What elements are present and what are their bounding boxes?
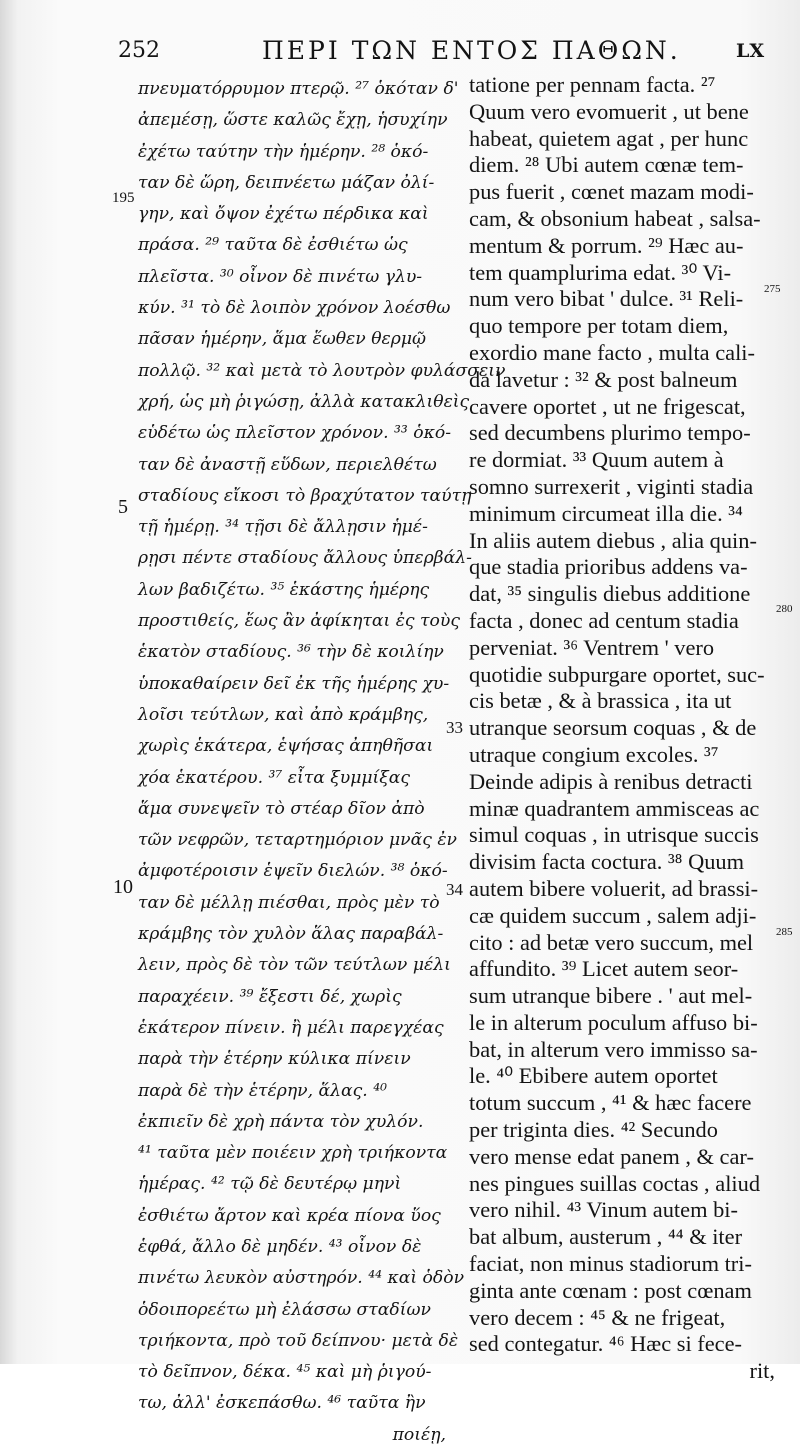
latin-text-line: sum utranque bibere . ' aut mel- bbox=[469, 983, 753, 1009]
greek-text-line: ταν δὲ ὥρη, δειπνέετω μάζαν ὀλί- bbox=[138, 172, 435, 193]
greek-text-line: πᾶσαν ἡμέρην, ἅμα ἕωθεν θερμῷ bbox=[138, 329, 427, 350]
margin-line-number: 5 bbox=[118, 496, 128, 518]
greek-text-line: ταν δὲ ἀναστῇ εὕδων, περιελθέτω bbox=[138, 454, 437, 475]
latin-text-line: pus fuerit , cœnet mazam modi- bbox=[469, 179, 754, 205]
latin-text-line: habeat, quietem agat , per hunc bbox=[469, 125, 749, 151]
page-header bbox=[0, 28, 800, 68]
latin-text-line: le. ⁴⁰ Ebibere autem oportet bbox=[469, 1063, 718, 1089]
latin-text-line: affundito. ³⁹ Licet autem seor- bbox=[469, 956, 739, 982]
greek-text-line: εὑδέτω ὡς πλεῖστον χρόνον. ³³ ὁκό- bbox=[138, 423, 452, 444]
greek-text-line: ἐκπιεῖν δὲ χρὴ πάντα τὸν χυλόν. bbox=[138, 1111, 424, 1132]
greek-text-line: πράσα. ²⁹ ταῦτα δὲ ἐσθιέτω ὡς bbox=[138, 235, 408, 256]
latin-text-line: re dormiat. ³³ Quum autem à bbox=[469, 447, 724, 473]
latin-text-line: cæ quidem succum , salem adji- bbox=[469, 902, 757, 928]
greek-text-line: ὑποκαθαίρειν δεῖ ἐκ τῆς ἡμέρης χυ- bbox=[138, 673, 450, 694]
latin-text-line: In aliis autem diebus , alia quin- bbox=[469, 527, 757, 553]
latin-text-line: totum succum , ⁴¹ & hæc facere bbox=[469, 1090, 752, 1116]
greek-text-line: λειν, πρὸς δὲ τὸν τῶν τεύτλων μέλι bbox=[138, 955, 451, 976]
gutter-verse-number: 34 bbox=[446, 880, 463, 899]
latin-text-line: diem. ²⁸ Ubi autem cœnæ tem- bbox=[469, 152, 744, 178]
latin-text-line: nes pingues suillas coctas , aliud bbox=[469, 1170, 761, 1196]
latin-text-line: simul coquas , in utrisque succis bbox=[469, 822, 759, 848]
latin-text-line: cam, & obsonium habeat , salsa- bbox=[469, 205, 761, 231]
signature-mark: LX bbox=[736, 40, 765, 62]
latin-text-line: utraque congium excoles. ³⁷ bbox=[469, 741, 719, 767]
page-number: 252 bbox=[118, 38, 160, 63]
latin-text-line: num vero bibat ' dulce. ³¹ Reli- bbox=[469, 286, 744, 312]
latin-text-line: minimum circumeat illa die. ³⁴ bbox=[469, 500, 743, 526]
latin-text-line: exordio mane facto , multa cali- bbox=[469, 339, 755, 365]
greek-text-line: ἅμα συνεψεῖν τὸ στέαρ δῖον ἀπὸ bbox=[138, 798, 425, 819]
margin-reference-number: 275 bbox=[764, 283, 781, 295]
greek-text-line: παρὰ δὲ τὴν ἑτέρην, ἅλας. ⁴⁰ bbox=[138, 1080, 388, 1101]
latin-text-line: da lavetur : ³² & post balneum bbox=[469, 366, 738, 392]
latin-text-line: quotidie subpurgare oportet, suc- bbox=[469, 661, 765, 687]
greek-text-line: ἀμφοτέροισιν ἑψεῖν διελών. ³⁸ ὁκό- bbox=[138, 861, 448, 882]
latin-text-line: tatione per pennam facta. ²⁷ bbox=[469, 72, 716, 97]
greek-text-line: ἀπεμέσῃ, ὥστε καλῶς ἔχῃ, ἡσυχίην bbox=[138, 110, 448, 131]
greek-text-line: ἑκατὸν σταδίους. ³⁶ τὴν δὲ κοιλίην bbox=[138, 642, 444, 663]
greek-text-line: ⁴¹ ταῦτα μὲν ποιέειν χρὴ τριήκοντα bbox=[138, 1143, 448, 1164]
latin-text-line: le in alterum poculum affuso bi- bbox=[469, 1009, 758, 1035]
greek-text-line: ἐχέτω ταύτην τὴν ἡμέρην. ²⁸ ὁκό- bbox=[138, 141, 429, 162]
greek-text-line: χρή, ὡς μὴ ῥιγώσῃ, ἀλλὰ κατακλιθεὶς bbox=[138, 391, 470, 412]
greek-text-line: λοῖσι τεύτλων, καὶ ἀπὸ κράμβης, bbox=[138, 704, 429, 725]
latin-text-line: somno surrexerit , viginti stadia bbox=[469, 473, 754, 499]
latin-text-line: perveniat. ³⁶ Ventrem ' vero bbox=[469, 634, 715, 660]
latin-text-line: cavere oportet , ut ne frigescat, bbox=[469, 393, 746, 419]
greek-text-line: τὸ δεῖπνον, δέκα. ⁴⁵ καὶ μὴ ῥιγού- bbox=[138, 1362, 432, 1383]
latin-text-line: mentum & porrum. ²⁹ Hæc au- bbox=[469, 232, 744, 258]
latin-text-line: minæ quadrantem ammisceas ac bbox=[469, 795, 760, 821]
greek-text-line: πνευματόρρυμον πτερῷ. ²⁷ ὁκόταν δ' bbox=[138, 79, 459, 99]
latin-text-line: Quum vero evomuerit , ut bene bbox=[469, 98, 749, 124]
greek-text-line: τῶν νεφρῶν, τεταρτημόριον μνᾶς ἐν bbox=[138, 830, 458, 851]
greek-text-line: ταν δὲ μέλλῃ πιέσθαι, πρὸς μὲν τὸ bbox=[138, 892, 440, 913]
latin-text-line: autem bibere voluerit, ad brassi- bbox=[469, 875, 759, 901]
greek-text-line: σταδίους εἴκοσι τὸ βραχύτατον ταύτῃ bbox=[138, 485, 472, 506]
greek-text-line: τῇ ἡμέρῃ. ³⁴ τῇσι δὲ ἄλλῃσιν ἡμέ- bbox=[138, 517, 428, 538]
latin-text-line: vero mense edat panem , & car- bbox=[469, 1143, 754, 1169]
greek-text-line: ἐσθιέτω ἄρτον καὶ κρέα πίονα ὕος bbox=[138, 1205, 441, 1226]
greek-text-line: χόα ἑκατέρου. ³⁷ εἶτα ξυμμίξας bbox=[138, 767, 410, 788]
greek-text-line: κύν. ³¹ τὸ δὲ λοιπὸν χρόνον λοέσθω bbox=[138, 298, 451, 319]
latin-text-line: bat album, austerum , ⁴⁴ & iter bbox=[469, 1224, 743, 1250]
latin-text-line: vero nihil. ⁴³ Vinum autem bi- bbox=[469, 1197, 738, 1223]
greek-text-line: παραχέειν. ³⁹ ἔξεστι δέ, χωρὶς bbox=[138, 986, 402, 1007]
margin-reference-number: 285 bbox=[776, 926, 793, 938]
greek-text-line: ἑφθά, ἄλλο δὲ μηδέν. ⁴³ οἶνον δὲ bbox=[138, 1236, 422, 1257]
latin-text-column bbox=[469, 72, 775, 1385]
margin-line-number: 10 bbox=[113, 876, 133, 898]
greek-text-line: ἑκάτερον πίνειν. ἢ μέλι παρεγχέας bbox=[138, 1017, 444, 1038]
greek-text-line: ἡμέρας. ⁴² τῷ δὲ δευτέρῳ μηνὶ bbox=[138, 1174, 402, 1195]
gutter-verse-number: 33 bbox=[446, 718, 463, 737]
greek-text-line: πλεῖστα. ³⁰ οἶνον δὲ πινέτω γλυ- bbox=[138, 266, 423, 287]
greek-text-line: πολλῷ. ³² καὶ μετὰ τὸ λουτρὸν φυλάσσειν bbox=[138, 360, 506, 381]
latin-text-line: ginta ante cœnam : post cœnam bbox=[469, 1277, 752, 1303]
latin-text-line: rit, bbox=[749, 1358, 775, 1384]
latin-text-line: vero decem : ⁴⁵ & ne frigeat, bbox=[469, 1304, 726, 1330]
latin-text-line: quo tempore per totam diem, bbox=[469, 313, 729, 339]
latin-text-line: sed decumbens plurimo tempo- bbox=[469, 420, 751, 446]
latin-text-line: cis betæ , & à brassica , ita ut bbox=[469, 688, 732, 714]
latin-text-line: cito : ad betæ vero succum, mel bbox=[469, 929, 754, 955]
greek-text-line: τω, ἀλλ' ἐσκεπάσθω. ⁴⁶ ταῦτα ἢν bbox=[138, 1393, 426, 1414]
margin-line-number: 195 bbox=[112, 190, 135, 206]
latin-text-line: divisim facta coctura. ³⁸ Quum bbox=[469, 849, 745, 875]
greek-text-line: κράμβης τὸν χυλὸν ἅλας παραβάλ- bbox=[138, 924, 444, 945]
greek-text-line: ὁδοιπορεέτω μὴ ἐλάσσω σταδίων bbox=[138, 1299, 431, 1320]
greek-text-line: λων βαδιζέτω. ³⁵ ἑκάστης ἡμέρης bbox=[138, 579, 430, 600]
latin-text-line: utranque seorsum coquas , & de bbox=[469, 715, 757, 741]
latin-text-line: per triginta dies. ⁴² Secundo bbox=[469, 1117, 718, 1143]
greek-text-line: ποιέῃ, bbox=[392, 1424, 446, 1445]
greek-text-line: ρῃσι πέντε σταδίους ἄλλους ὑπερβάλ- bbox=[138, 548, 472, 569]
latin-text-line: bat, in alterum vero immisso sa- bbox=[469, 1036, 758, 1062]
latin-text-line: faciat, non minus stadiorum tri- bbox=[469, 1251, 752, 1277]
running-title: ΠΕΡΙ ΤΩΝ ΕΝΤΟΣ ΠΑΘΩΝ. bbox=[262, 36, 681, 65]
latin-text-line: que stadia prioribus addens va- bbox=[469, 554, 748, 580]
greek-text-line: προστιθείς, ἕως ἂν ἀφίκηται ἐς τοὺς bbox=[138, 611, 460, 632]
latin-text-line: tem quamplurima edat. ³⁰ Vi- bbox=[469, 259, 732, 285]
greek-text-line: χωρὶς ἑκάτερα, ἑψήσας ἀπηθῆσαι bbox=[138, 736, 434, 757]
latin-text-line: sed contegatur. ⁴⁶ Hæc si fece- bbox=[469, 1331, 743, 1357]
greek-text-line: παρὰ τὴν ἑτέρην κύλικα πίνειν bbox=[138, 1049, 411, 1070]
latin-text-line: Deinde adipis à renibus detracti bbox=[469, 768, 753, 794]
greek-text-line: τριήκοντα, πρὸ τοῦ δείπνου· μετὰ δὲ bbox=[138, 1330, 459, 1351]
greek-text-column bbox=[138, 74, 506, 1451]
margin-reference-number: 280 bbox=[776, 603, 793, 615]
latin-text-line: facta , donec ad centum stadia bbox=[469, 607, 739, 633]
greek-text-line: γην, καὶ ὄψον ἐχέτω πέρδικα καὶ bbox=[138, 204, 429, 225]
greek-text-line: πινέτω λευκὸν αὐστηρόν. ⁴⁴ καὶ ὁδὸν bbox=[138, 1268, 465, 1289]
latin-text-line: dat, ³⁵ singulis diebus additione bbox=[469, 581, 751, 607]
